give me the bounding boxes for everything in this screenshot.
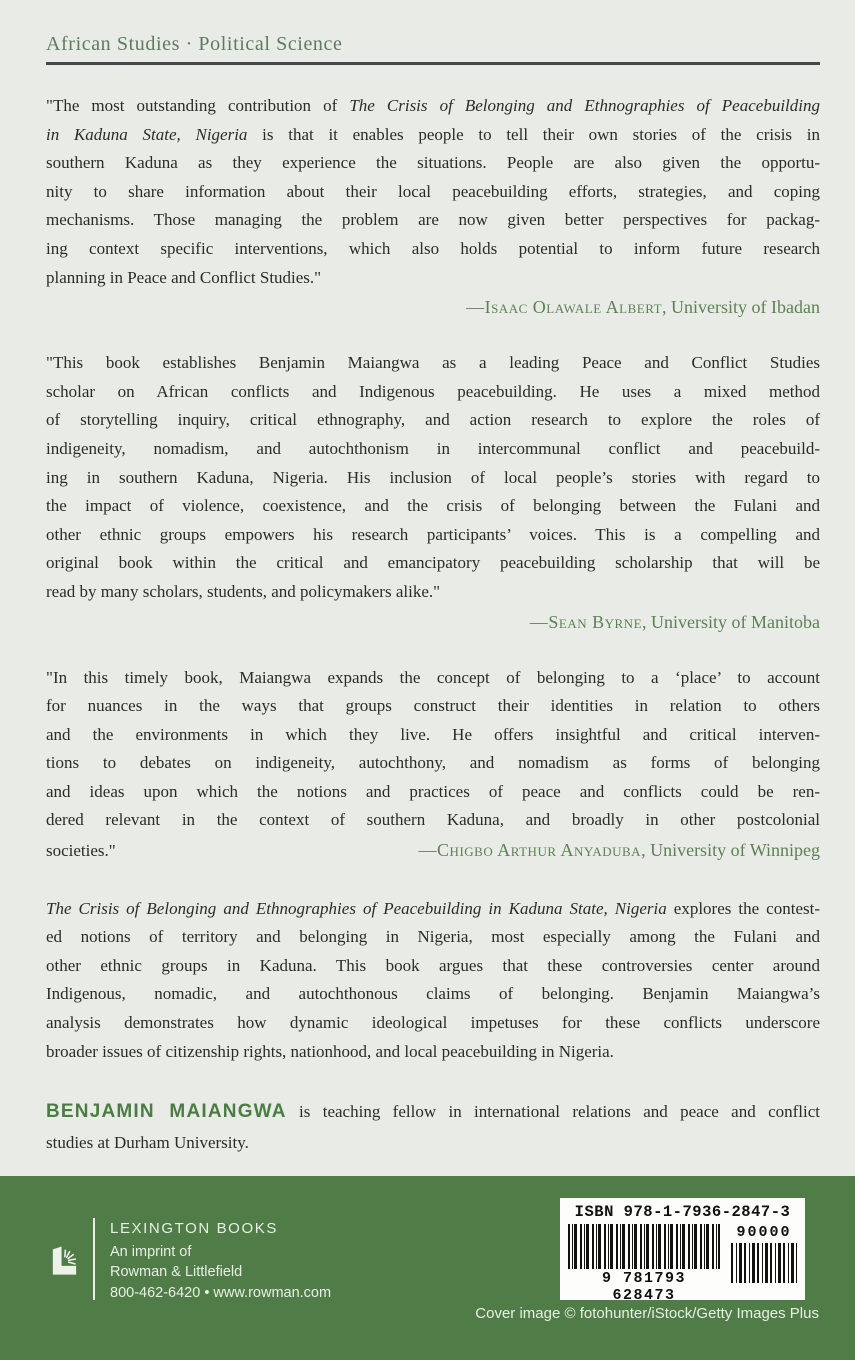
quote-line: mechanisms. Those managing the problem are now given better perspectives for packag- <box>46 210 820 230</box>
quote-line: for nuances in the ways that groups construct their identities in relation to others <box>46 696 820 716</box>
description-line: other ethnic groups in Kaduna. This book argues that these controversies center around <box>46 955 820 975</box>
endorsement-quote-1 <box>46 92 820 322</box>
publisher-text <box>110 1218 331 1303</box>
endorsement-quote-3 <box>46 664 820 866</box>
bio-line: studies at Durham University. <box>46 1133 249 1153</box>
barcode-supplement <box>731 1224 797 1304</box>
supplement-digits: 90000 <box>736 1224 792 1241</box>
description-line <box>46 895 820 924</box>
divider-rule <box>46 62 820 65</box>
attribution-affiliation: , University of Manitoba <box>642 611 820 632</box>
quote-text-segment: societies." <box>46 841 116 861</box>
quote-line: "In this timely book, Maiangwa expands the concept of belonging to a ‘place’ to account <box>46 667 820 687</box>
quote-attribution <box>46 608 820 637</box>
isbn-label: ISBN 978-1-7936-2847-3 <box>574 1203 791 1221</box>
quote-line: scholar on African conflicts and Indigenous peacebuilding. He uses a mixed method <box>46 381 820 401</box>
category-header: African Studies · Political Science <box>46 33 343 55</box>
quote-line: indigeneity, nomadism, and autochthonism in intercommunal conflict and peacebuild- <box>46 438 820 458</box>
barcode-digits: 9 781793 628473 <box>601 1270 686 1304</box>
description-text-segment: explores the contest- <box>666 898 820 918</box>
description-line: broader issues of citizenship rights, nationhood, and local peacebuilding in Nigeria. <box>46 1041 614 1061</box>
quote-line: and the environments in which they live. He offers insightful and critical interven- <box>46 724 820 744</box>
attribution-affiliation: , University of Winnipeg <box>641 840 820 861</box>
attribution-name: —Sean Byrne <box>529 611 643 632</box>
rowman-littlefield-logo-icon <box>47 1218 80 1303</box>
book-title-italic: The Crisis of Belonging and Ethnographies of Peacebuilding in Kaduna State, Nigeria <box>46 898 667 918</box>
bio-line <box>46 1096 820 1127</box>
publisher-contact: 800-462-6420 • www.rowman.com <box>110 1284 332 1301</box>
publisher-footer <box>0 1176 855 1360</box>
book-title-italic: The Crisis of Belonging and Ethnographies of Peacebuilding <box>349 96 820 115</box>
quote-line: dered relevant in the context of southern Kaduna, and broadly in other postcolonial <box>46 810 820 830</box>
author-bio <box>46 1096 820 1158</box>
author-name: BENJAMIN MAIANGWA <box>46 1101 287 1123</box>
quote-line: ing context specific interventions, which also holds potential to inform future research <box>46 238 820 258</box>
quote-attribution <box>419 836 820 865</box>
supplement-bars <box>731 1243 797 1283</box>
description-line: Indigenous, nomadic, and autochthonous claims of belonging. Benjamin Maiangwa’s <box>46 984 820 1004</box>
barcode-bars <box>568 1224 720 1269</box>
quote-line: "This book establishes Benjamin Maiangwa as a leading Peace and Conflict Studies <box>46 353 820 373</box>
cover-image-credit: Cover image © fotohunter/iStock/Getty Images Plus <box>475 1305 819 1322</box>
back-cover-content <box>46 0 820 1158</box>
description-line: analysis demonstrates how dynamic ideological impetuses for these conflicts underscore <box>46 1013 820 1033</box>
quote-line: and ideas upon which the notions and practices of peace and conflicts could be ren- <box>46 781 820 801</box>
attribution-name: —Isaac Olawale Albert <box>466 297 663 318</box>
quote-line: read by many scholars, students, and policymakers alike." <box>46 581 441 601</box>
book-description <box>46 895 820 1067</box>
quote-line: of storytelling inquiry, critical ethnography, and action research to explore the roles of <box>46 410 820 430</box>
barcode-panel <box>560 1198 805 1304</box>
quote-line: planning in Peace and Conflict Studies." <box>46 267 322 287</box>
attribution-affiliation: , University of Ibadan <box>662 297 820 318</box>
quote-attribution <box>46 293 820 322</box>
quote-line: tions to debates on indigeneity, autochthony, and nomadism as forms of belonging <box>46 753 820 773</box>
quote-line: the impact of violence, coexistence, and the crisis of belonging between the Fulani and <box>46 496 820 516</box>
quote-line: ing in southern Kaduna, Nigeria. His inclusion of local people’s stories with regard to <box>46 467 820 487</box>
quote-line-with-attribution <box>46 835 820 866</box>
attribution-name: —Chigbo Arthur Anyaduba <box>418 840 642 861</box>
quote-line <box>46 92 820 121</box>
quote-line: other ethnic groups empowers his research participants’ voices. This is a compelling and <box>46 524 820 544</box>
quote-line: nity to share information about their local peacebuilding efforts, strategies, and coping <box>46 181 820 201</box>
bio-text-segment: is teaching fellow in international relations and peace and conflict <box>286 1102 820 1122</box>
description-line: ed notions of territory and belonging in Nigeria, most especially among the Fulani and <box>46 927 820 947</box>
quote-text-segment: is that it enables people to tell their own stories of the crisis in <box>247 124 820 144</box>
barcode-main <box>568 1224 720 1304</box>
book-title-italic: in Kaduna State, Nigeria <box>46 124 248 144</box>
publisher-name: Rowman & Littlefield <box>110 1264 243 1280</box>
imprint-line: An imprint of <box>110 1243 192 1260</box>
quote-line <box>46 121 820 150</box>
publisher-divider <box>93 1218 95 1300</box>
barcode-row <box>568 1224 797 1304</box>
publisher-block <box>47 1218 331 1303</box>
endorsement-quote-2 <box>46 349 820 636</box>
imprint-name: LEXINGTON BOOKS <box>110 1220 278 1237</box>
quote-line: southern Kaduna as they experience the situations. People are also given the opportu- <box>46 153 820 173</box>
quote-text-segment: "The most outstanding contribution of <box>46 96 350 115</box>
quote-line: original book within the critical and emancipatory peacebuilding scholarship that will be <box>46 553 820 573</box>
